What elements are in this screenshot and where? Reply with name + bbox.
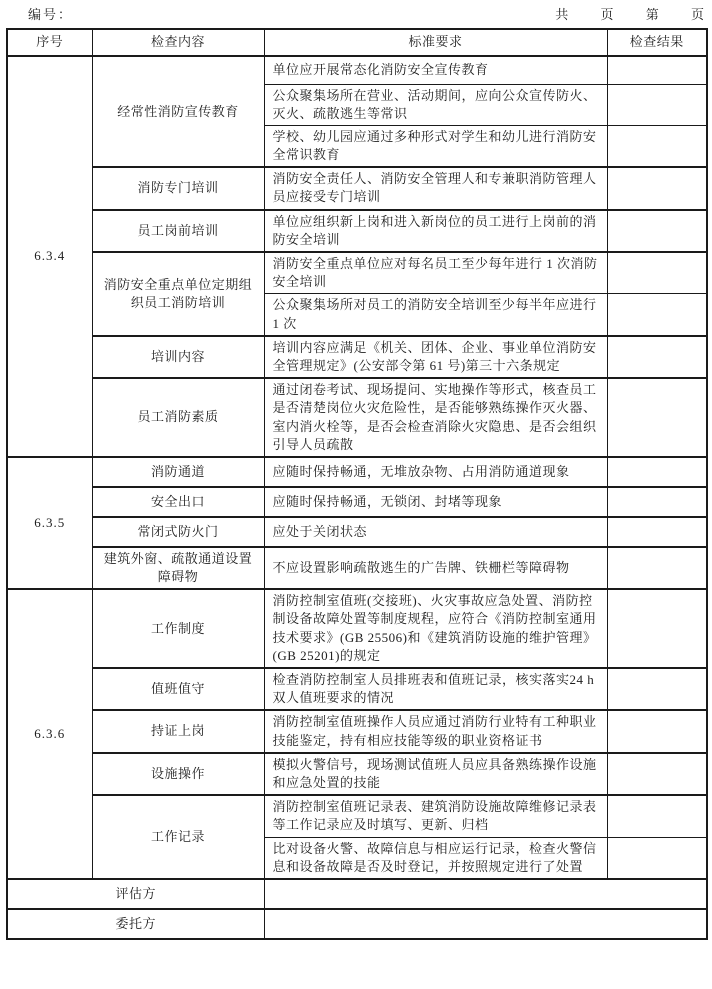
evaluator-value-cell (264, 879, 707, 909)
requirement-cell: 公众聚集场所对员工的消防安全培训至少每半年应进行 1 次 (264, 294, 607, 336)
requirement-cell: 消防控制室值班操作人员应通过消防行业特有工种职业技能鉴定，持有相应技能等级的职业资格证书 (264, 710, 607, 752)
table-row (7, 56, 707, 84)
group-label-cell: 常闭式防火门 (92, 517, 264, 547)
result-cell (607, 84, 707, 125)
pagination-page-label: 页 (690, 7, 704, 22)
table-row (7, 210, 707, 252)
pagination-ordinal-label: 第 (645, 7, 659, 22)
group-label-cell: 设施操作 (92, 753, 264, 795)
table-row (7, 517, 707, 547)
table-row (7, 589, 707, 668)
pagination-pages-label: 页 (600, 7, 614, 22)
result-cell (607, 294, 707, 336)
result-cell (607, 252, 707, 294)
requirement-cell: 比对设备火警、故障信息与相应运行记录，检查火警信息和设备故障是否及时登记，并按照规定进行了处置 (264, 837, 607, 879)
result-cell (607, 378, 707, 457)
requirement-cell: 学校、幼儿园应通过多种形式对学生和幼儿进行消防安全常识教育 (264, 125, 607, 167)
group-label-cell: 经常性消防宣传教育 (92, 56, 264, 167)
client-label-cell: 委托方 (7, 909, 264, 939)
result-cell (607, 753, 707, 795)
group-label-cell: 值班值守 (92, 668, 264, 710)
result-cell (607, 547, 707, 589)
table-row (7, 252, 707, 294)
table-row (7, 167, 707, 209)
group-label-cell: 工作记录 (92, 795, 264, 879)
result-cell (607, 210, 707, 252)
requirement-cell: 单位应组织新上岗和进入新岗位的员工进行上岗前的消防安全培训 (264, 210, 607, 252)
requirement-cell: 消防控制室值班记录表、建筑消防设施故障维修记录表等工作记录应及时填写、更新、归档 (264, 795, 607, 837)
col-header-content: 检查内容 (92, 29, 264, 56)
section-code-cell: 6.3.5 (7, 457, 92, 589)
table-header-row (7, 29, 707, 56)
table-row (7, 547, 707, 589)
table-row (7, 710, 707, 752)
col-header-result: 检查结果 (607, 29, 707, 56)
requirement-cell: 公众聚集场所在营业、活动期间，应向公众宣传防火、灭火、疏散逃生等常识 (264, 84, 607, 125)
result-cell (607, 795, 707, 837)
requirement-cell: 检查消防控制室人员排班表和值班记录，核实落实24 h双人值班要求的情况 (264, 668, 607, 710)
col-header-seq: 序号 (7, 29, 92, 56)
group-label-cell: 消防安全重点单位定期组织员工消防培训 (92, 252, 264, 336)
table-row (7, 378, 707, 457)
table-row (7, 336, 707, 378)
result-cell (607, 517, 707, 547)
requirement-cell: 消防安全责任人、消防安全管理人和专兼职消防管理人员应接受专门培训 (264, 167, 607, 209)
result-cell (607, 668, 707, 710)
requirement-cell: 培训内容应满足《机关、团体、企业、事业单位消防安全管理规定》(公安部令第 61 号)第三十六条规定 (264, 336, 607, 378)
pagination (555, 6, 704, 24)
result-cell (607, 56, 707, 84)
client-row (7, 909, 707, 939)
requirement-cell: 不应设置影响疏散逃生的广告牌、铁栅栏等障碍物 (264, 547, 607, 589)
table-row (7, 795, 707, 837)
group-label-cell: 建筑外窗、疏散通道设置障碍物 (92, 547, 264, 589)
pagination-total-label: 共 (555, 7, 569, 22)
result-cell (607, 710, 707, 752)
table-row (7, 457, 707, 487)
requirement-cell: 模拟火警信号，现场测试值班人员应具备熟练操作设施和应急处置的技能 (264, 753, 607, 795)
client-value-cell (264, 909, 707, 939)
table-row (7, 668, 707, 710)
group-label-cell: 员工消防素质 (92, 378, 264, 457)
section-code-cell: 6.3.4 (7, 56, 92, 457)
group-label-cell: 员工岗前培训 (92, 210, 264, 252)
col-header-standard: 标准要求 (264, 29, 607, 56)
requirement-cell: 应随时保持畅通，无堆放杂物、占用消防通道现象 (264, 457, 607, 487)
table-row (7, 753, 707, 795)
page-top-bar (0, 0, 712, 28)
requirement-cell: 消防安全重点单位应对每名员工至少每年进行 1 次消防安全培训 (264, 252, 607, 294)
result-cell (607, 125, 707, 167)
requirement-cell: 应处于关闭状态 (264, 517, 607, 547)
result-cell (607, 167, 707, 209)
requirement-cell: 单位应开展常态化消防安全宣传教育 (264, 56, 607, 84)
inspection-checklist-table (6, 28, 708, 940)
group-label-cell: 培训内容 (92, 336, 264, 378)
group-label-cell: 消防通道 (92, 457, 264, 487)
requirement-cell: 应随时保持畅通，无锁闭、封堵等现象 (264, 487, 607, 517)
group-label-cell: 安全出口 (92, 487, 264, 517)
group-label-cell: 消防专门培训 (92, 167, 264, 209)
requirement-cell: 通过闭卷考试、现场提问、实地操作等形式，核查员工是否清楚岗位火灾危险性，是否能够熟练操作灭火器、室内消火栓等，是否会检查消除火灾隐患、是否会组织引导人员疏散 (264, 378, 607, 457)
requirement-cell: 消防控制室值班(交接班)、火灾事故应急处置、消防控制设备故障处置等制度规程，应符合《消防控制室通用技术要求》(GB 25506)和《建筑消防设施的维护管理》(GB 25201)的规定 (264, 589, 607, 668)
result-cell (607, 589, 707, 668)
result-cell (607, 837, 707, 879)
section-code-cell: 6.3.6 (7, 589, 92, 879)
result-cell (607, 336, 707, 378)
result-cell (607, 457, 707, 487)
group-label-cell: 持证上岗 (92, 710, 264, 752)
group-label-cell: 工作制度 (92, 589, 264, 668)
evaluator-label-cell: 评估方 (7, 879, 264, 909)
evaluator-row (7, 879, 707, 909)
result-cell (607, 487, 707, 517)
doc-number-label: 编号： (28, 7, 74, 22)
table-row (7, 487, 707, 517)
